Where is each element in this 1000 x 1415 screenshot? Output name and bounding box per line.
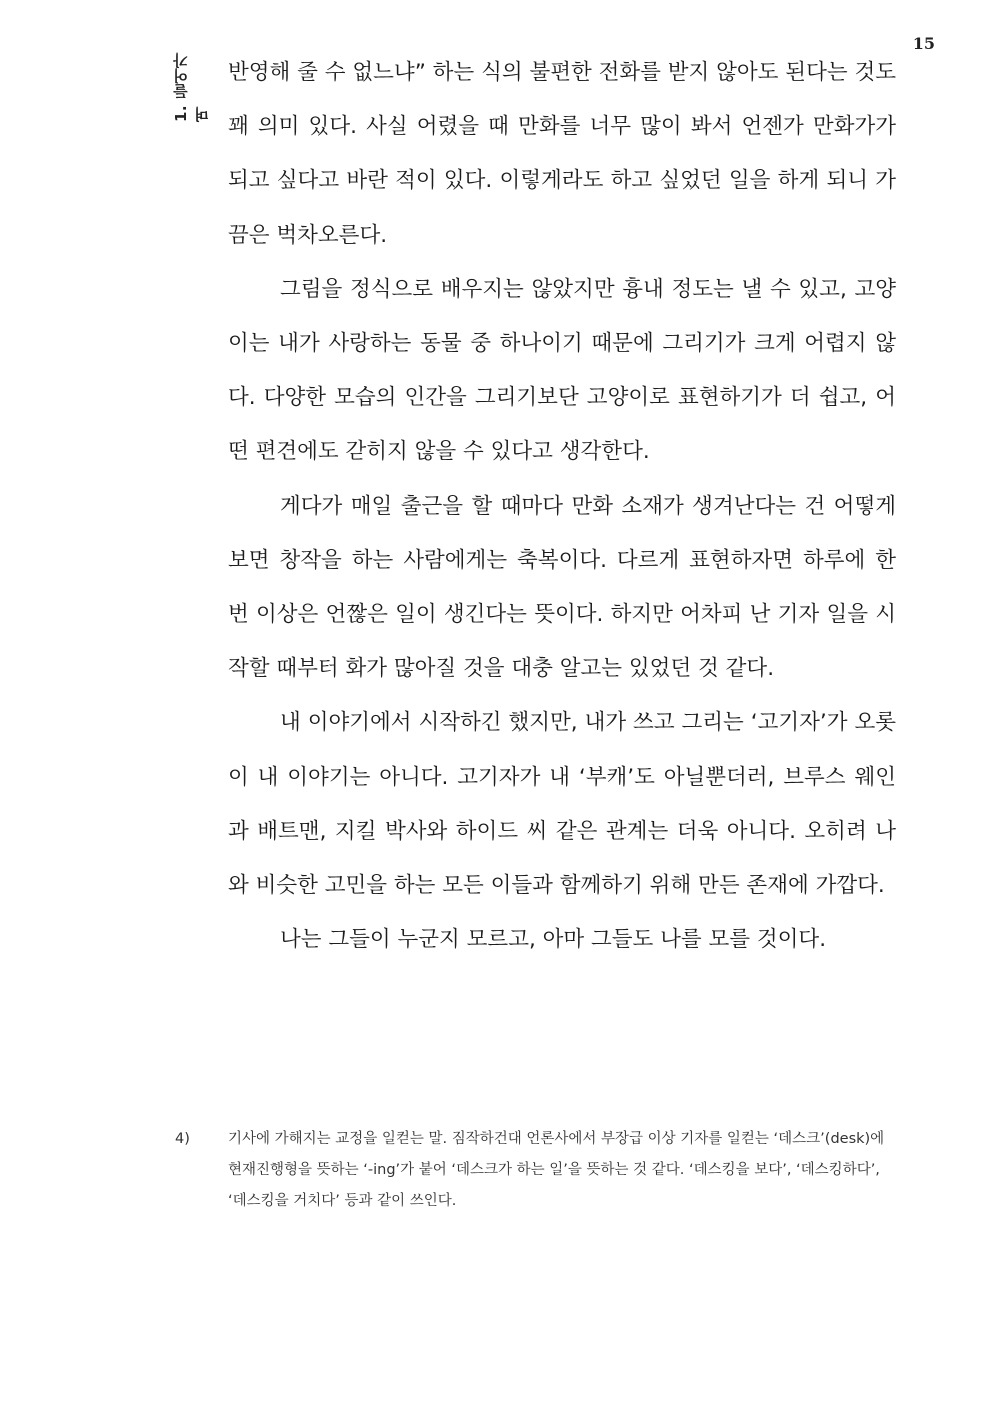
- footnote-mark: 4): [175, 1131, 190, 1147]
- paragraph-5: 나는 그들이 누군지 모르고, 아마 그들도 나를 모를 것이다.: [280, 927, 827, 953]
- footnote-text: 기사에 가해지는 교정을 일컫는 말. 짐작하건대 언론사에서 부장급 이상 기자를 일컫는 ‘데스크’(desk)에 현재진행형을 뜻하는 ‘-ing’가 붙어 ‘데스크가 하는 일’을 뜻하는 것 같다. ‘데스킹을 보다’, ‘데스킹하다’, ‘데스킹을 거치다’ 등과 같이 쓰인다.: [228, 1131, 885, 1209]
- paragraph-2: 그림을 정식으로 배우지는 않았지만 흉내 정도는 낼 수 있고, 고양이는 내가 사랑하는 동물 중 하나이기 때문에 그리기가 크게 어렵지 않다. 다양한 모습의 인간을 그리기보단 고양이로 표현하기가 더 쉽고, 어떤 편견에도 갇히지 않을 수 있다고 생각한다.: [228, 276, 896, 465]
- body-text: [228, 46, 896, 967]
- paragraph-4: 내 이야기에서 시작하긴 했지만, 내가 쓰고 그리는 ‘고기자’가 오롯이 내 이야기는 아니다. 고기자가 내 ‘부캐’도 아닐뿐더러, 브루스 웨인과 배트맨, 지킬 박사와 하이드 씨 같은 관계는 더욱 아니다. 오히려 나와 비슷한 고민을 하는 모든 이들과 함께하기 위해 만든 존재에 가깝다.: [228, 710, 896, 899]
- footnote: [175, 1124, 895, 1217]
- paragraph-1: 반영해 줄 수 없느냐” 하는 식의 불편한 전화를 받지 않아도 된다는 것도 꽤 의미 있다. 사실 어렸을 때 만화를 너무 많이 봐서 언젠가 만화가가 되고 싶다고 바란 적이 있다. 이렇게라도 하고 싶었던 일을 하게 되니 가끔은 벅차오른다.: [228, 60, 896, 248]
- page-number: 15: [912, 34, 935, 53]
- paragraph-3: 게다가 매일 출근을 할 때마다 만화 소재가 생겨난다는 건 어떻게 보면 창작을 하는 사람에게는 축복이다. 다르게 표현하자면 하루에 한 번 이상은 언짢은 일이 생긴다는 뜻이다. 하지만 어차피 난 기자 일을 시작할 때부터 화가 많아질 것을 대충 알고는 있었던 것 같다.: [228, 493, 896, 682]
- running-head: 1. 들어가며: [172, 52, 211, 122]
